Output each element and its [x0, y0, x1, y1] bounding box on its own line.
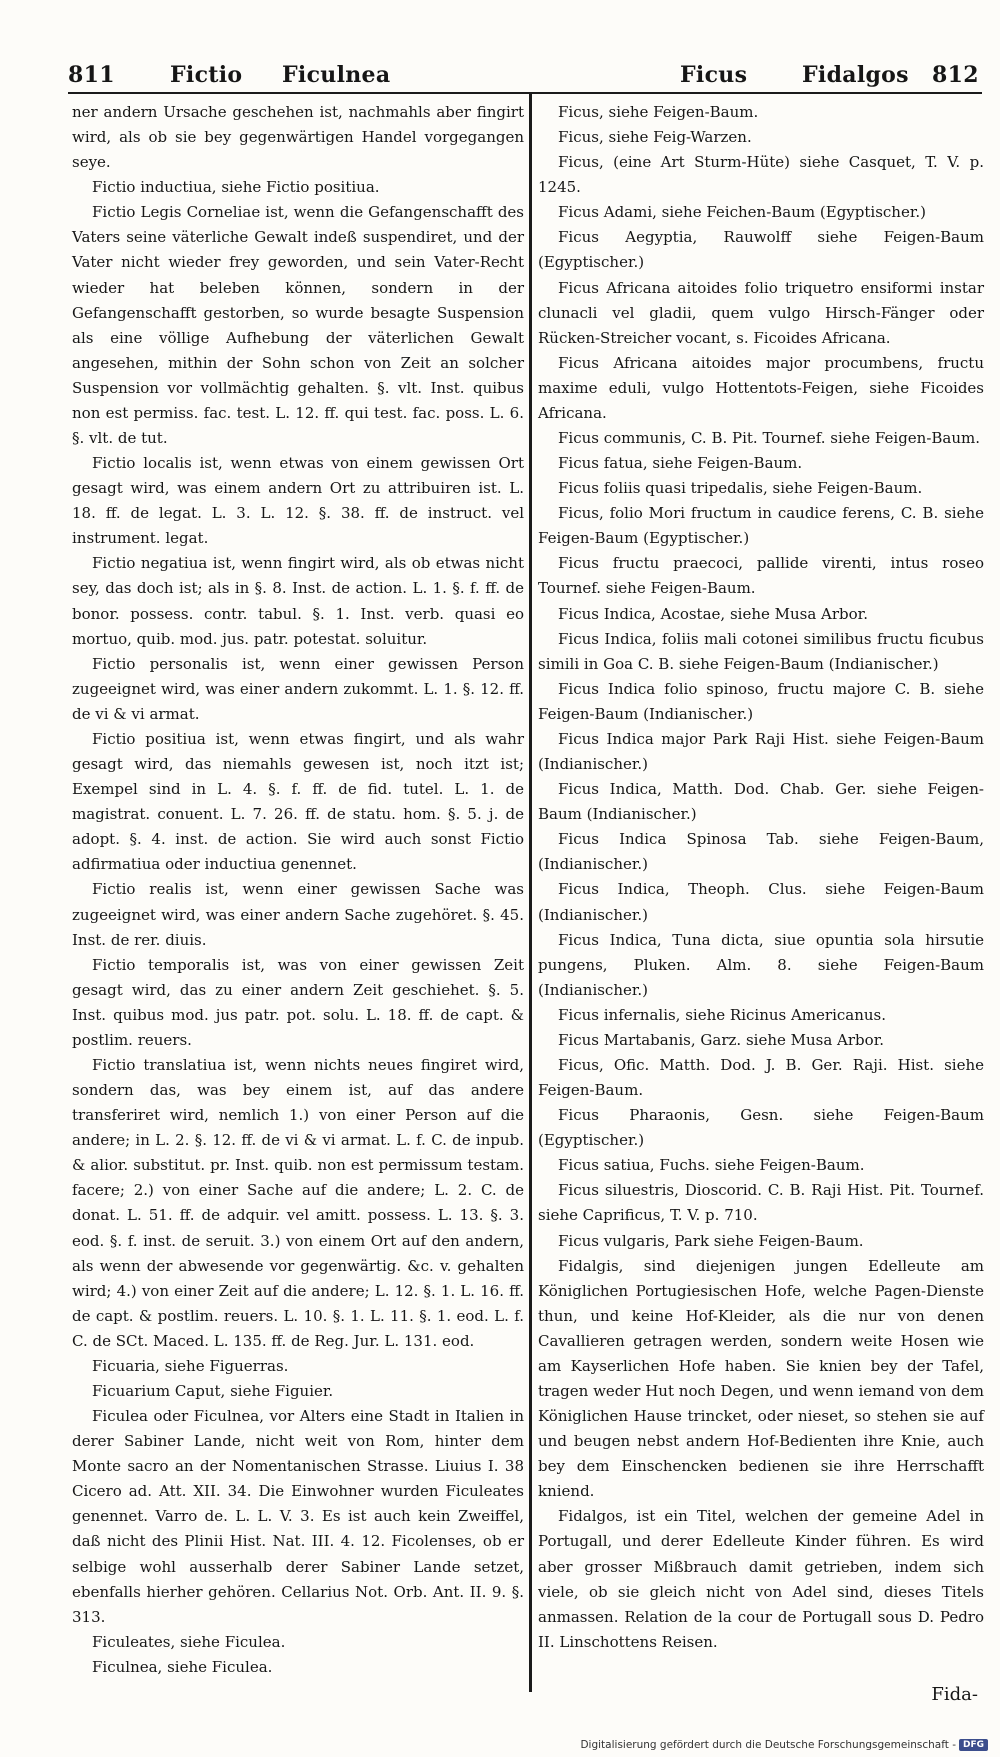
dictionary-entry: Ficus Indica, Acostae, siehe Musa Arbor. [558, 604, 868, 623]
dictionary-entry: Ficus Indica, Tuna dicta, siue opuntia sola hirsutie pungens, Pluken. Alm. 8. siehe Feigen-Baum (Indianischer.) [538, 930, 984, 999]
dictionary-entry: Ficuarium Caput, siehe Figuier. [92, 1381, 334, 1400]
dictionary-entry: Ficus, siehe Feigen-Baum. [558, 103, 759, 121]
dictionary-entry: Fictio temporalis ist, was von einer gewissen Zeit gesagt wird, das zu einer andern Zeit geschiehet. §. 5. Inst. quibus mod. jus patr. pot. solu. L. 18. ff. de capt. & postlim. reuers. [72, 955, 524, 1049]
column-divider [529, 92, 532, 1692]
running-head-left-2: Ficulnea [282, 62, 391, 88]
dictionary-entry: Fictio positiua ist, wenn etwas fingirt, und als wahr gesagt wird, das niemahls gewesen ist, noch itzt ist; Exempel sind in L. 4. §. f. ff. de fid. tutel. L. 1. de magistrat. conuent. L. 7. 26. ff. de statu. hom. §. 5. j. de adopt. §. 4. inst. de action. Sie wird auch sonst Fictio adfirmatiua oder inductiua genennet. [72, 729, 524, 874]
footer-text: Digitalisierung gefördert durch die Deutsche Forschungsgemeinschaft - [580, 1739, 956, 1751]
dictionary-entry: Ficus infernalis, siehe Ricinus Americanus. [558, 1005, 887, 1024]
dictionary-entry: Ficus Adami, siehe Feichen-Baum (Egyptischer.) [558, 203, 926, 222]
digitization-footer [580, 1739, 988, 1751]
dictionary-entry: Ficus Aegyptia, Rauwolff siehe Feigen-Baum (Egyptischer.) [538, 228, 984, 272]
dictionary-entry: Ficus vulgaris, Park siehe Feigen-Baum. [558, 1231, 864, 1250]
dictionary-entry: Fictio translatiua ist, wenn nichts neues fingiret wird, sondern das, was bey einem ist, auf das andere transferiret wird, nemlich 1.) von einer Person auf die andere; in L. 2. §. 12. ff. de vi & vi armat. L. f. C. de inpub. & alior. substitut. pr. Inst. quib. non est permissum testam. facere; 2.) von einer Sache auf die andere; L. 2. C. de donat. L. 51. ff. de adquir. vel amitt. possess. L. 13. §. 3. eod. §. f. inst. de seruit. 3.) von einem Ort auf den andern, als wenn der abwesende vor gegenwärtig. &c. v. gehalten wird; 4.) von einer Zeit auf die andere; L. 12. §. 1. L. 16. ff. de capt. & postlim. reuers. L. 10. §. 1. L. 11. §. 1. eod. L. f. C. de SCt. Maced. L. 135. ff. de Reg. Jur. L. 131. eod. [72, 1055, 524, 1350]
running-head-left-1: Fictio [170, 62, 243, 88]
dictionary-entry: Ficulea oder Ficulnea, vor Alters eine Stadt in Italien in derer Sabiner Lande, nicht weit von Rom, hinter dem Monte sacro an der Nomentanischen Strasse. Liuius I. 38 Cicero ad. Att. XII. 34. Die Einwohner wurden Ficuleates genennet. Varro de. L. L. V. 3. Es ist auch kein Zweiffel, daß nicht des Plinii Hist. Nat. III. 4. 12. Ficolenses, ob er selbige wohl ausserhalb derer Sabiner Lande setzet, ebenfalls hierher gehören. Cellarius Not. Orb. Ant. II. 9. §. 313. [72, 1407, 524, 1626]
dictionary-entry: Fictio inductiua, siehe Fictio positiua. [92, 178, 380, 197]
right-column [538, 100, 984, 1655]
left-column [72, 100, 524, 1680]
dictionary-entry: Fictio localis ist, wenn etwas von einem gewissen Ort gesagt wird, was einem andern Ort zu attribuiren ist. L. 18. ff. de legat. L. 3. L. 12. §. 38. ff. de instruct. vel instrument. legat. [72, 454, 524, 548]
dictionary-entry: Ficus Indica major Park Raji Hist. siehe Feigen-Baum (Indianischer.) [538, 729, 984, 774]
dictionary-entry: Ficus, folio Mori fructum in caudice ferens, C. B. siehe Feigen-Baum (Egyptischer.) [538, 504, 984, 548]
dfg-logo: DFG [959, 1739, 988, 1751]
dictionary-entry: Ficus siluestris, Dioscorid. C. B. Raji Hist. Pit. Tournef. siehe Caprificus, T. V. p. 710. [538, 1181, 984, 1225]
dictionary-entry: Fictio Legis Corneliae ist, wenn die Gefangenschafft des Vaters seine väterliche Gewalt indeß suspendiret, und der Vater nicht wieder frey geworden, und sein Vater-Recht wieder hat beleben können, sondern in der Gefangenschafft gestorben, so wurde besagte Suspension als eine völlige Aufhebung der väterlichen Gewalt angesehen, mithin der Sohn schon von Zeit an solcher Suspension vor vollmächtig gehalten. §. vlt. Inst. quibus non est permiss. fac. test. L. 12. ff. qui test. fac. poss. L. 6. §. vlt. de tut. [72, 203, 524, 448]
dictionary-entry: Ficus Indica, Theoph. Clus. siehe Feigen-Baum (Indianischer.) [538, 880, 984, 924]
running-head-right-2: Fidalgos [802, 62, 909, 88]
dictionary-entry: Ficus Indica folio spinoso, fructu majore C. B. siehe Feigen-Baum (Indianischer.) [538, 679, 984, 723]
dictionary-entry: Ficus Martabanis, Garz. siehe Musa Arbor. [558, 1030, 884, 1049]
page-number-right: 812 [932, 62, 979, 88]
dictionary-entry: Ficus communis, C. B. Pit. Tournef. siehe Feigen-Baum. [558, 429, 981, 448]
dictionary-entry: Ficus, siehe Feig-Warzen. [558, 128, 752, 147]
dictionary-entry: Ficus Indica Spinosa Tab. siehe Feigen-Baum, (Indianischer.) [538, 830, 984, 874]
dictionary-entry: Ficus foliis quasi tripedalis, siehe Feigen-Baum. [558, 479, 923, 498]
page-number-left: 811 [68, 62, 115, 88]
dictionary-entry: Ficulnea, siehe Ficulea. [92, 1657, 273, 1676]
catchword: Fida- [931, 1684, 978, 1705]
dictionary-entry: Fictio negatiua ist, wenn fingirt wird, als ob etwas nicht sey, das doch ist; als in §. 8. Inst. de action. L. 1. §. f. ff. de bonor. possess. contr. tabul. §. 1. Inst. verb. quasi eo mortuo, quib. mod. jus. patr. potestat. soluitur. [72, 554, 524, 648]
dictionary-entry: Fictio realis ist, wenn einer gewissen Sache was zugeeignet wird, was einer andern Sache zugehöret. §. 45. Inst. de rer. diuis. [72, 880, 524, 949]
header-rule [68, 92, 982, 94]
dictionary-entry: Ficus Africana aitoides folio triquetro ensiformi instar clunacli vel gladii, quem vulgo Hirsch-Fänger oder Rücken-Streicher vocant, s. Ficoides Africana. [538, 278, 984, 347]
dictionary-entry: Ficus Indica, foliis mali cotonei similibus fructu ficubus simili in Goa C. B. siehe Feigen-Baum (Indianischer.) [538, 629, 984, 673]
dictionary-entry: Ficuleates, siehe Ficulea. [92, 1632, 286, 1651]
dictionary-entry: Ficus fatua, siehe Feigen-Baum. [558, 454, 803, 473]
dictionary-entry: Ficus satiua, Fuchs. siehe Feigen-Baum. [558, 1156, 865, 1175]
dictionary-entry: Ficus fructu praecoci, pallide virenti, intus roseo Tournef. siehe Feigen-Baum. [538, 554, 984, 598]
dictionary-entry: Ficus Indica, Matth. Dod. Chab. Ger. siehe Feigen-Baum (Indianischer.) [538, 780, 984, 824]
dictionary-entry: Ficus Pharaonis, Gesn. siehe Feigen-Baum (Egyptischer.) [538, 1106, 984, 1150]
dictionary-entry: Ficuaria, siehe Figuerras. [92, 1356, 289, 1375]
dictionary-entry: Fidalgis, sind diejenigen jungen Edelleute am Königlichen Portugiesischen Hofe, welche Pagen-Dienste thun, und keine Hof-Kleider, als die nur von denen Cavallieren getragen werden, sondern weite Hosen wie am Kayserlichen Hofe haben. Sie knien bey der Tafel, tragen weder Hut noch Degen, und wenn iemand von dem Königlichen Hause trincket, oder nieset, so stehen sie auf und beugen nebst andern Hof-Bedienten ihre Knie, auch bey dem Einschencken bedienen sie ihre Herrschafft kniend. [538, 1256, 984, 1501]
dictionary-entry: Ficus, Ofic. Matth. Dod. J. B. Ger. Raji. Hist. siehe Feigen-Baum. [538, 1055, 984, 1100]
dictionary-entry: Ficus, (eine Art Sturm-Hüte) siehe Casquet, T. V. p. 1245. [538, 153, 984, 197]
dictionary-entry: Ficus Africana aitoides major procumbens, fructu maxime eduli, vulgo Hottentots-Feigen, siehe Ficoides Africana. [538, 353, 984, 422]
running-head-right-1: Ficus [680, 62, 748, 88]
dictionary-entry: Fictio personalis ist, wenn einer gewissen Person zugeeignet wird, was einer andern zukommt. L. 1. §. 12. ff. de vi & vi armat. [72, 654, 524, 723]
dictionary-entry: ner andern Ursache geschehen ist, nachmahls aber fingirt wird, als ob sie bey gegenwärtigen Handel vorgegangen seye. [72, 103, 524, 172]
dictionary-entry: Fidalgos, ist ein Titel, welchen der gemeine Adel in Portugall, und derer Edelleute Kinder führen. Es wird aber grosser Mißbrauch damit getrieben, indem sich viele, ob sie gleich nicht von Adel sind, dieses Titels anmassen. Relation de la cour de Portugall sous D. Pedro II. Linschottens Reisen. [538, 1507, 984, 1651]
